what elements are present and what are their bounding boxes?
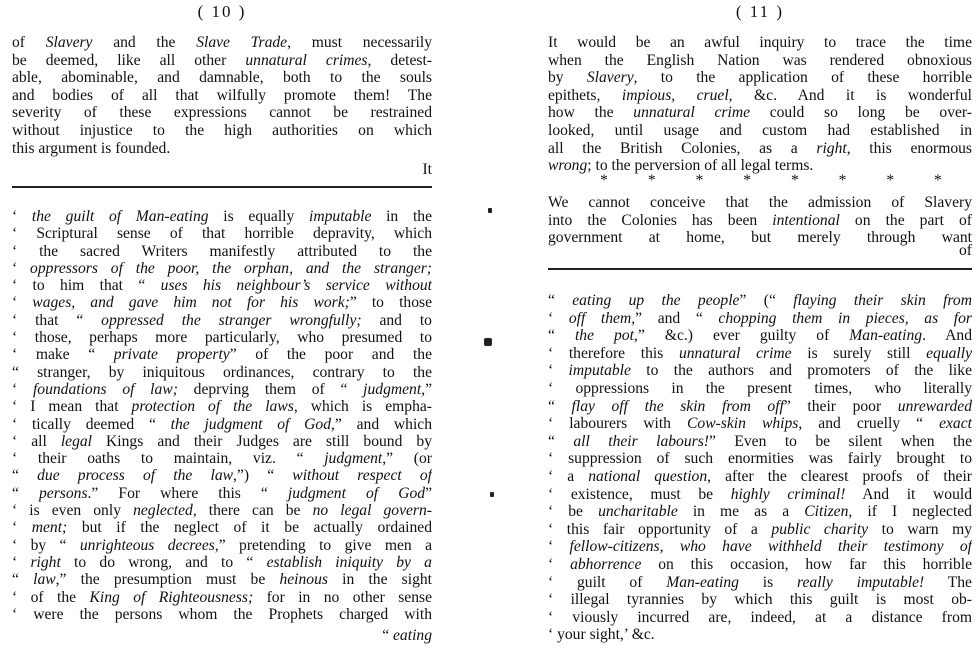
text-line: ‘ were the persons whom the Prophets charged with	[12, 605, 432, 623]
text-line: looked, until usage and custom had established in	[548, 121, 972, 139]
text-line: ‘ Scriptural sense of that horrible depravity, which	[12, 225, 432, 243]
text-line: all the British Colonies, as a right, this enormous	[548, 139, 972, 157]
text-line: how the unnatural crime could so long be over-	[548, 104, 972, 122]
text-line: ‘ the guilt of Man-eating is equally imputable in the	[12, 208, 432, 225]
text-line: and bodies of all that wilfully promote them! The	[12, 86, 432, 104]
text-line: ‘ the sacred Writers manifestly attributed to the	[12, 242, 432, 260]
right-catchword-block	[548, 242, 972, 260]
text-line: ‘ tically deemed “ the judgment of God,” and which	[12, 415, 432, 433]
page-divider-left	[12, 186, 432, 188]
text-line: “ law,” the presumption must be heinous in the sight	[12, 571, 432, 589]
text-line: “ due process of the law,”) “ without respect of	[12, 467, 432, 485]
text-line: this argument is founded.	[12, 139, 171, 157]
text-line: ‘ by “ unrighteous decrees,” pretending to give men a	[12, 536, 432, 554]
text-line: government at home, but merely through want	[548, 229, 972, 247]
text-line: “ flay off the skin from off” their poor unrewarded	[548, 397, 972, 415]
text-line: ‘ those, perhaps more particularly, who presumed to	[12, 329, 432, 347]
text-line: ‘ labourers with Cow-skin whips, and cruelly “ exact	[548, 415, 972, 433]
text-line: ‘ make “ private property” of the poor and the	[12, 346, 432, 364]
text-line: ‘ is even only neglected, there can be no legal govern-	[12, 502, 432, 520]
text-line: by Slavery, to the application of these horrible	[548, 69, 972, 87]
text-line: We cannot conceive that the admission of Slavery	[548, 194, 972, 211]
text-line: “ all their labours!” Even to be silent when the	[548, 432, 972, 450]
text-line: of Slavery and the Slave Trade, must necessarily	[12, 34, 432, 51]
text-line: ‘ abhorrence on this occasion, how far this horrible	[548, 555, 972, 573]
text-line: ‘ that “ oppressed the stranger wrongfully; and to	[12, 311, 432, 329]
text-line: ‘ suppression of such enormities was fairly brought to	[548, 450, 972, 468]
text-line: ‘ wages, and gave him not for his work;” to those	[12, 294, 432, 312]
right-page	[548, 0, 972, 650]
text-line: ‘ all legal Kings and their Judges are still bound by	[12, 432, 432, 450]
left-page	[12, 0, 432, 650]
text-line: ‘ illegal tyrannies by which this guilt is most ob-	[548, 591, 972, 609]
text-line: ‘ this fair opportunity of a public charity to warn my	[548, 520, 972, 538]
section-break-stars-block	[548, 172, 972, 190]
gutter-mark	[488, 208, 492, 213]
text-line: ‘ to him that “ uses his neighbour’s service without	[12, 277, 432, 295]
text-line: ‘ therefore this unnatural crime is surely still equally	[548, 344, 972, 362]
text-line: wrong; to the perversion of all legal terms.	[548, 157, 814, 175]
text-line: “ eating up the people” (“ flaying their skin from	[548, 292, 972, 309]
text-line: ‘ their oaths to maintain, viz. “ judgment,” (or	[12, 450, 432, 468]
text-line: able, abominable, and damnable, both to the souls	[12, 69, 432, 87]
text-line: “ the pot,” &c.) ever guilty of Man-eating. And	[548, 327, 972, 345]
gutter-mark	[490, 492, 494, 497]
gutter-mark	[484, 338, 492, 346]
text-line: ‘ your sight,’ &c.	[548, 626, 655, 644]
text-line: It would be an awful inquiry to trace the time	[548, 34, 972, 51]
right-mid-paragraph	[548, 194, 972, 247]
text-line: ‘ foundations of law; deprving them of “ judgment,”	[12, 380, 432, 398]
left-top-catchword-block	[12, 161, 432, 179]
right-top-paragraph	[548, 34, 972, 175]
text-line: ‘ fellow-citizens, who have withheld their testimony of	[548, 538, 972, 556]
text-line: “ stranger, by iniquitous ordinances, contrary to the	[12, 363, 432, 381]
text-line: without injustice to the high authorities on which	[12, 121, 432, 139]
text-line: ‘ a national question, after the clearest proofs of their	[548, 467, 972, 485]
catchword-right: of	[959, 242, 972, 259]
right-bottom-quote	[548, 292, 972, 644]
text-line: ‘ ment; but if the neglect of it be actually ordained	[12, 519, 432, 537]
left-bottom-catchword-block	[12, 627, 432, 645]
left-top-paragraph	[12, 34, 432, 157]
text-line: be deemed, like all other unnatural crimes, detest-	[12, 51, 432, 69]
text-line: ‘ oppressors of the poor, the orphan, and the stranger;	[12, 259, 432, 277]
text-line: ‘ oppressions in the present times, who literally	[548, 379, 972, 397]
text-line: into the Colonies has been intentional on the part of	[548, 211, 972, 229]
text-line: ‘ existence, must be highly criminal! And it would	[548, 485, 972, 503]
left-bottom-quote	[12, 208, 432, 623]
section-break-stars: * * * * * * * *	[600, 172, 960, 189]
catchword-left-top: It	[422, 161, 432, 178]
text-line: ‘ off them,” and “ chopping them in pieces, as for	[548, 309, 972, 327]
text-line: ‘ guilt of Man-eating is really imputable! The	[548, 573, 972, 591]
page-number-left: ( 10 )	[197, 2, 247, 21]
text-line: ‘ I mean that protection of the laws, which is empha-	[12, 398, 432, 416]
text-line: ‘ of the King of Righteousness; for in no other sense	[12, 588, 432, 606]
text-line: ‘ viously incurred are, indeed, at a distance from	[548, 608, 972, 626]
text-line: epithets, impious, cruel, &c. And it is wonderful	[548, 86, 972, 104]
page-divider-right	[548, 268, 972, 270]
catchword-left-bottom: “ eating	[382, 627, 432, 644]
text-line: ‘ be uncharitable in me as a Citizen, if I neglected	[548, 503, 972, 521]
text-line: when the English Nation was rendered obnoxious	[548, 51, 972, 69]
page-number-right: ( 11 )	[735, 2, 785, 21]
text-line: ‘ right to do wrong, and to “ establish iniquity by a	[12, 553, 432, 571]
text-line: severity of these expressions cannot be restrained	[12, 104, 432, 122]
text-line: ‘ imputable to the authors and promoters of the like	[548, 362, 972, 380]
text-line: “ persons.” For where this “ judgment of God”	[12, 484, 432, 502]
